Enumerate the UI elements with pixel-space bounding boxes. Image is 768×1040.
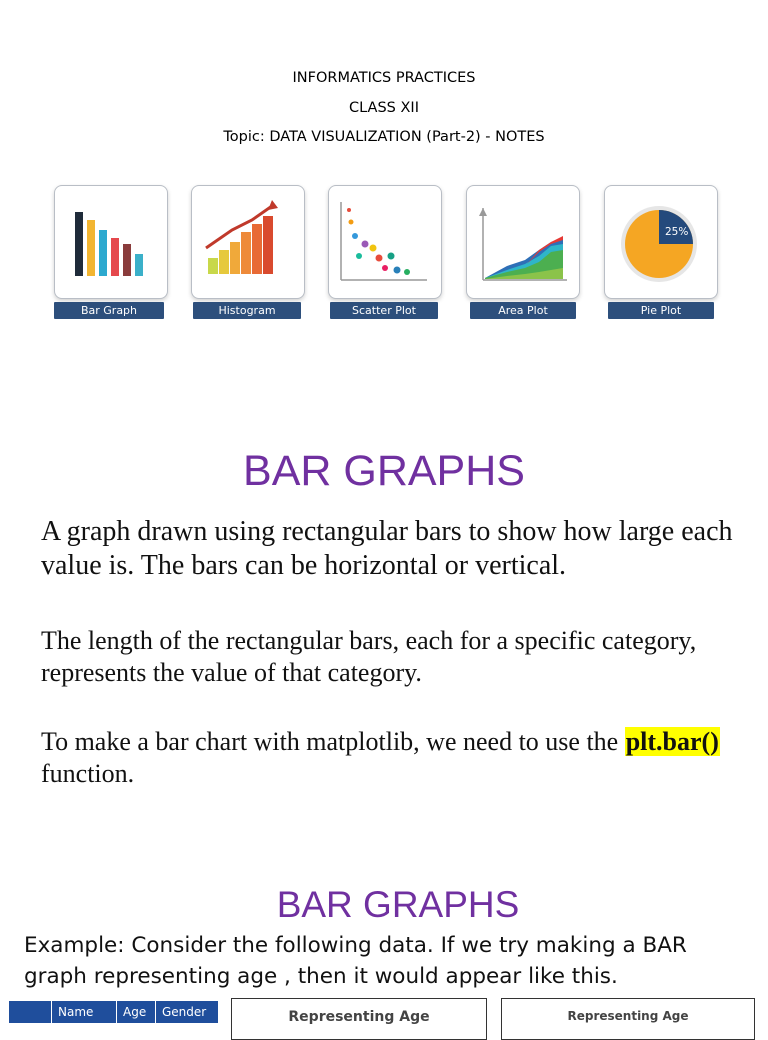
scatter-plot-label: Scatter Plot (330, 302, 438, 319)
area-plot-icon (467, 186, 579, 298)
blank-header-cell (9, 1001, 52, 1024)
area-plot-card (466, 185, 580, 299)
pie-plot-card (604, 185, 718, 299)
table-header-row (9, 1001, 219, 1024)
definition-paragraph: A graph drawn using rectangular bars to show how large each value is. The bars can be horizontal or vertical. (41, 516, 733, 581)
name-header: Name (52, 1001, 117, 1024)
plt-bar-code: plt.bar() (625, 727, 719, 756)
age-chart-box-1 (231, 998, 487, 1040)
chart-types-row (0, 185, 768, 325)
histogram-icon (192, 186, 304, 298)
scatter-plot-card (328, 185, 442, 299)
area-plot-label: Area Plot (470, 302, 576, 319)
histogram-label: Histogram (193, 302, 301, 319)
pie-percent-text: 25% (665, 226, 689, 238)
scatter-plot-icon (329, 186, 441, 298)
class-title: CLASS XII (349, 100, 419, 116)
age-chart-title-1: Representing Age (288, 1009, 430, 1025)
data-table (8, 1000, 219, 1024)
subject-title: INFORMATICS PRACTICES (292, 70, 476, 86)
pie-plot-label: Pie Plot (608, 302, 714, 319)
age-header: Age (117, 1001, 156, 1024)
age-chart-box-2 (501, 998, 755, 1040)
age-chart-title-2: Representing Age (567, 1009, 689, 1023)
function-text: function. (41, 759, 135, 788)
pie-plot-icon (605, 186, 717, 298)
histogram-card (191, 185, 305, 299)
topic-title: Topic: DATA VISUALIZATION (Part-2) - NOTES (223, 129, 545, 145)
gender-header: Gender (156, 1001, 219, 1024)
length-paragraph: The length of the rectangular bars, each for a specific category, represents the value of that category. (41, 626, 697, 687)
matplotlib-paragraph (41, 726, 741, 790)
matplotlib-text: To make a bar chart with matplotlib, we need to use the (41, 727, 625, 756)
bar-graph-icon (55, 186, 167, 298)
bar-graphs-heading: BAR GRAPHS (243, 447, 525, 495)
bar-graph-card (54, 185, 168, 299)
bar-graphs-heading-2: BAR GRAPHS (276, 884, 520, 925)
example-text: Example: Consider the following data. If we try making a BAR graph representing age , then it would appear like this. (24, 933, 687, 989)
bar-graph-label: Bar Graph (54, 302, 164, 319)
